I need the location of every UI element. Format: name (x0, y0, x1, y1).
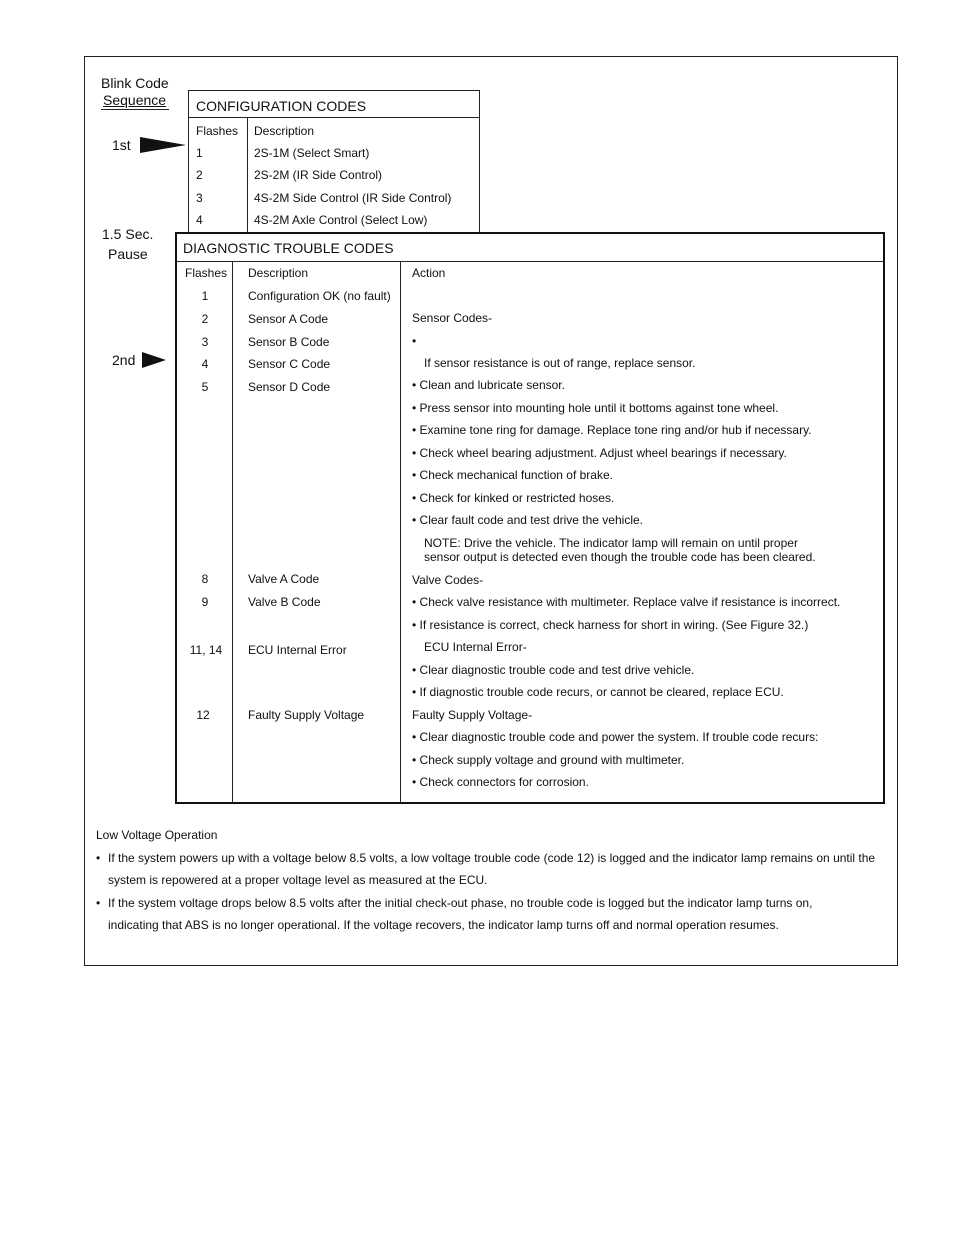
dtc-column-divider-2 (400, 262, 401, 802)
blink-heading-line1: Blink Code (101, 75, 169, 91)
action-line: If sensor resistance is out of range, replace sensor. (424, 356, 696, 370)
dtc-row-description: Configuration OK (no fault) (248, 289, 391, 303)
low-voltage-text: indicating that ABS is no longer operational. If the voltage recovers, the indicator lamp turns off and normal operation resumes. (108, 918, 779, 932)
dtc-title: DIAGNOSTIC TROUBLE CODES (183, 240, 394, 256)
action-line: • Check valve resistance with multimeter. Replace valve if resistance is incorrect. (412, 595, 841, 609)
config-row-flashes: 2 (196, 168, 203, 182)
action-line: • Check wheel bearing adjustment. Adjust wheel bearings if necessary. (412, 446, 787, 460)
dtc-col-flashes: Flashes (185, 266, 228, 280)
second-arrow-icon (142, 352, 166, 368)
config-column-divider (247, 118, 248, 232)
pause-label-line1: 1.5 Sec. (102, 226, 154, 242)
dtc-row-flashes: 9 (201, 595, 209, 609)
config-col-description: Description (254, 124, 315, 138)
bullet-icon: • (96, 851, 101, 865)
blink-heading-line2: Sequence (103, 92, 167, 108)
config-row-flashes: 3 (196, 191, 203, 205)
action-line: • Clear diagnostic trouble code and test drive vehicle. (412, 663, 695, 677)
bullet-icon: • (96, 896, 101, 910)
action-line: Sensor Codes- (412, 311, 493, 325)
action-line: • Examine tone ring for damage. Replace tone ring and/or hub if necessary. (412, 423, 812, 437)
action-line: Faulty Supply Voltage- (412, 708, 533, 722)
dtc-row-flashes: 4 (201, 357, 209, 371)
first-label: 1st (112, 137, 131, 153)
action-note-line: sensor output is detected even though the trouble code has been cleared. (424, 550, 816, 564)
dtc-row-flashes: 1 (201, 289, 209, 303)
config-row-flashes: 1 (196, 146, 203, 160)
action-line: • Clear diagnostic trouble code and power the system. If trouble code recurs: (412, 730, 819, 744)
config-col-flashes: Flashes (196, 124, 239, 138)
action-line: • If resistance is correct, check harness for short in wiring. (See Figure 32.) (412, 618, 809, 632)
action-line: ECU Internal Error- (424, 640, 527, 654)
dtc-row-description: Sensor D Code (248, 380, 331, 394)
config-title: CONFIGURATION CODES (196, 98, 367, 114)
second-label: 2nd (112, 352, 136, 368)
dtc-row-description: Valve B Code (248, 595, 321, 609)
action-line: • Clear fault code and test drive the vehicle. (412, 513, 643, 527)
dtc-row-description: Faulty Supply Voltage (248, 708, 365, 722)
config-row-description: 2S-1M (Select Smart) (254, 146, 370, 160)
dtc-row-description: ECU Internal Error (248, 643, 347, 657)
dtc-row-flashes: 2 (201, 312, 209, 326)
config-row-description: 4S-2M Side Control (IR Side Control) (254, 191, 452, 205)
blink-heading-underline (101, 109, 169, 110)
action-line: • Check supply voltage and ground with multimeter. (412, 753, 685, 767)
dtc-row-description: Sensor B Code (248, 335, 330, 349)
low-voltage-heading: Low Voltage Operation (96, 828, 218, 842)
dtc-row-flashes: 8 (201, 572, 209, 586)
action-line: Valve Codes- (412, 573, 484, 587)
action-line: • Check mechanical function of brake. (412, 468, 613, 482)
pause-label-line2: Pause (108, 246, 148, 262)
dtc-row-flashes: 11, 14 (189, 643, 223, 657)
config-row-description: 2S-2M (IR Side Control) (254, 168, 383, 182)
action-line: • Clean and lubricate sensor. (412, 378, 565, 392)
dtc-row-flashes: 12 (196, 708, 210, 722)
dtc-row-flashes: 3 (201, 335, 209, 349)
config-row-description: 4S-2M Axle Control (Select Low) (254, 213, 428, 227)
action-line: • If diagnostic trouble code recurs, or cannot be cleared, replace ECU. (412, 685, 784, 699)
action-line: • (412, 334, 417, 348)
dtc-row-description: Valve A Code (248, 572, 320, 586)
dtc-col-action: Action (412, 266, 446, 280)
config-title-divider (189, 117, 479, 118)
action-line: • Check connectors for corrosion. (412, 775, 589, 789)
dtc-row-flashes: 5 (201, 380, 209, 394)
low-voltage-text: system is repowered at a proper voltage level as measured at the ECU. (108, 873, 488, 887)
first-arrow-icon (140, 137, 186, 153)
low-voltage-text: If the system powers up with a voltage below 8.5 volts, a low voltage trouble code (code 12) is logged and the indicator lamp remains on until the (108, 851, 876, 865)
dtc-row-description: Sensor C Code (248, 357, 331, 371)
config-row-flashes: 4 (196, 213, 203, 227)
dtc-title-divider (177, 261, 883, 262)
action-note-line: NOTE: Drive the vehicle. The indicator lamp will remain on until proper (424, 536, 798, 550)
dtc-row-description: Sensor A Code (248, 312, 329, 326)
dtc-col-description: Description (248, 266, 309, 280)
low-voltage-text: If the system voltage drops below 8.5 volts after the initial check-out phase, no trouble code is logged but the indicator lamp turns on, (108, 896, 813, 910)
action-line: • Press sensor into mounting hole until it bottoms against tone wheel. (412, 401, 779, 415)
action-line: • Check for kinked or restricted hoses. (412, 491, 615, 505)
